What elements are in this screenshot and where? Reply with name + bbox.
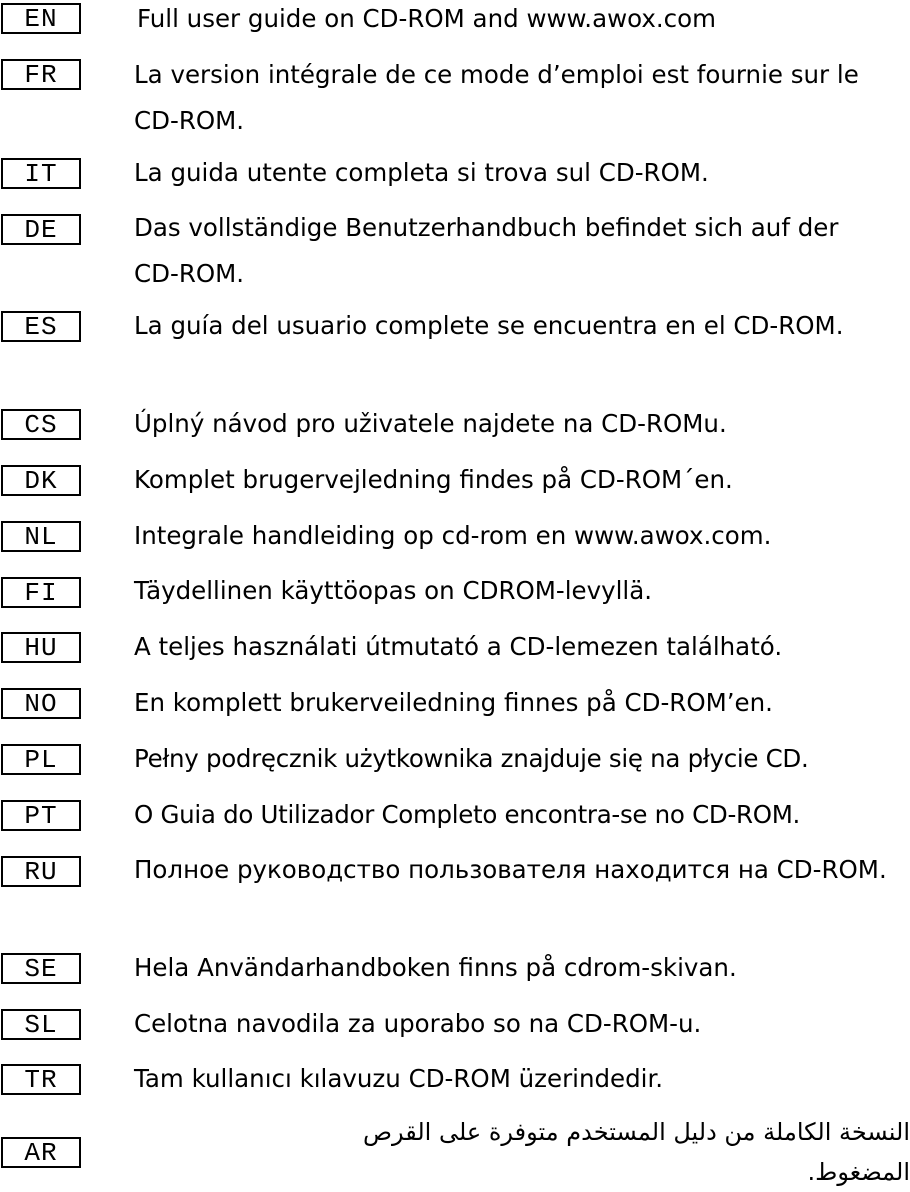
language-text: Täydellinen käyttöopas on CDROM-levyllä. xyxy=(134,576,653,605)
language-text: Tam kullanıcı kılavuzu CD-ROM üzerindedir. xyxy=(134,1064,664,1093)
language-text: Pełny podręcznik użytkownika znajduje się na płycie CD. xyxy=(134,744,809,773)
language-code-badge: DE xyxy=(1,214,81,245)
language-code-badge: RU xyxy=(1,856,81,887)
language-code-badge: FR xyxy=(1,59,81,90)
language-code-badge: PL xyxy=(1,744,81,775)
language-code-badge: NL xyxy=(1,521,81,552)
language-code-badge: DK xyxy=(1,465,81,496)
language-code-badge: ES xyxy=(1,311,81,342)
language-text: Полное руководство пользователя находится на CD-ROM. xyxy=(134,855,887,884)
language-code-badge: FI xyxy=(1,577,81,608)
language-text: La guida utente completa si trova sul CD-ROM. xyxy=(134,158,709,187)
language-text: La guía del usuario complete se encuentra en el CD-ROM. xyxy=(134,311,844,340)
language-text: O Guia do Utilizador Completo encontra-se no CD-ROM. xyxy=(134,800,801,829)
language-text: Das vollständige Benutzerhandbuch befindet sich auf der CD-ROM. xyxy=(134,213,839,288)
language-code-badge: SL xyxy=(1,1009,81,1040)
language-text: Celotna navodila za uporabo so na CD-ROM-u. xyxy=(134,1009,702,1038)
language-code-badge: CS xyxy=(1,409,81,440)
language-text: La version intégrale de ce mode d’emploi est fournie sur le CD-ROM. xyxy=(134,60,859,135)
language-code-badge: SE xyxy=(1,953,81,984)
language-text: A teljes használati útmutató a CD-lemezen található. xyxy=(134,632,783,661)
language-code-badge: IT xyxy=(1,158,81,189)
language-text: Úplný návod pro uživatele najdete na CD-ROMu. xyxy=(134,409,727,438)
language-text: En komplett brukerveiledning finnes på CD-ROM’en. xyxy=(134,688,773,717)
language-code-badge: HU xyxy=(1,632,81,663)
language-text: Integrale handleiding op cd-rom en www.awox.com. xyxy=(134,521,772,550)
language-text: Full user guide on CD-ROM and www.awox.com xyxy=(137,4,716,33)
language-code-badge: TR xyxy=(1,1064,81,1095)
language-text: Hela Användarhandboken finns på cdrom-skivan. xyxy=(134,953,737,982)
language-text: النسخة الكاملة من دليل المستخدم متوفرة على القرص المضغوط. xyxy=(362,1118,910,1186)
language-code-badge: EN xyxy=(1,3,81,34)
language-code-badge: PT xyxy=(1,800,81,831)
language-code-badge: NO xyxy=(1,688,81,719)
language-code-badge: AR xyxy=(1,1137,81,1168)
language-text: Komplet brugervejledning findes på CD-ROM´en. xyxy=(134,465,733,494)
